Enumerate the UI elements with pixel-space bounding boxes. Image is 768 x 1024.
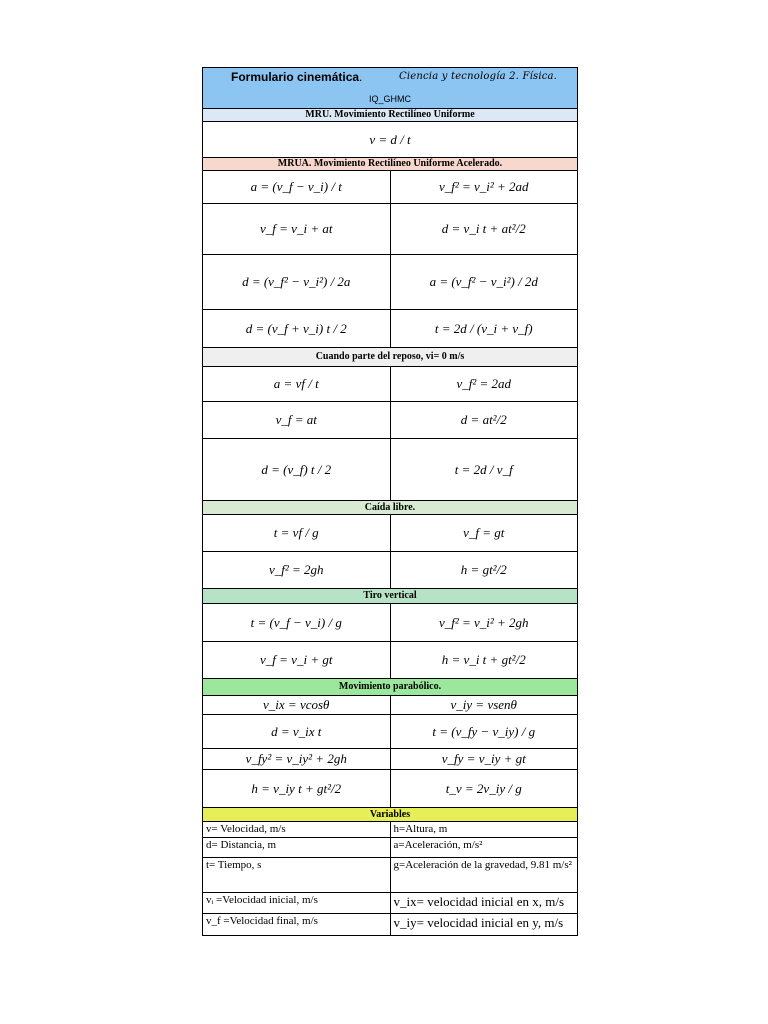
formula-row [203, 749, 577, 770]
formula-row [203, 715, 577, 749]
formula-row [203, 604, 577, 642]
formula-row [203, 122, 577, 158]
formula-row [203, 255, 577, 310]
formula-row [203, 402, 577, 439]
formula-cell: d = (v_f) t / 2 [261, 461, 332, 477]
formula-cell: v_f² = v_i² + 2ad [390, 171, 578, 203]
sheet-body [203, 109, 577, 936]
formula-row [203, 770, 577, 808]
formula-row [203, 552, 577, 589]
formula-cell: v_fy = v_iy + gt [390, 749, 578, 769]
formula-cell: v_fy² = v_iy² + 2gh [245, 751, 347, 766]
section-title: Caída libre. [203, 501, 577, 515]
variable-row [203, 858, 577, 893]
formula-cell: h = v_iy t + gt²/2 [251, 780, 342, 796]
formula-cell: v_f = gt [390, 515, 578, 551]
variable-cell: v_f =Velocidad final, m/s [206, 915, 318, 927]
formula-row [203, 642, 577, 679]
formula-cell: d = (v_f² − v_i²) / 2a [242, 274, 351, 289]
section-title: MRUA. Movimiento Rectilíneo Uniforme Acelerado. [203, 158, 577, 171]
formula-cell: a = (v_f − v_i) / t [250, 179, 342, 194]
formula-cell: v_ix = vcosθ [263, 697, 330, 712]
variable-cell: a=Aceleración, m/s² [390, 838, 578, 857]
sheet-subtitle: Ciencia y tecnología 2. Física. [399, 71, 558, 82]
formula-row [203, 171, 577, 204]
formula-cell: a = (v_f² − v_i²) / 2d [390, 255, 578, 309]
variable-row [203, 838, 577, 858]
variable-cell: vᵢ =Velocidad inicial, m/s [206, 894, 318, 906]
variable-cell: t= Tiempo, s [206, 859, 262, 871]
formula-row [203, 696, 577, 715]
sheet-header [203, 67, 577, 109]
section-title: Movimiento parabólico. [203, 679, 577, 696]
formula-row [203, 439, 577, 501]
formula-cell: h = v_i t + gt²/2 [390, 642, 578, 678]
formula-cell: v_f² = v_i² + 2gh [390, 604, 578, 641]
formula-cell: d = v_ix t [271, 723, 322, 739]
formula-cell: v_f = v_i + gt [260, 652, 333, 667]
formula-cell: a = vf / t [273, 376, 319, 391]
formula-row [203, 310, 577, 348]
formula-cell: v_iy = vsenθ [390, 696, 578, 714]
section-title: Tiro vertical [203, 589, 577, 604]
formula-sheet [202, 67, 578, 936]
formula-cell: d = at²/2 [390, 402, 578, 438]
sheet-title: Formulario cinemática. [231, 70, 363, 84]
formula-row [203, 515, 577, 552]
variable-row [203, 893, 577, 914]
formula-row [203, 367, 577, 402]
variable-row [203, 822, 577, 838]
variable-cell: d= Distancia, m [206, 839, 277, 851]
formula-cell: t = (v_fy − v_iy) / g [390, 715, 578, 748]
formula-cell: d = v_i t + at²/2 [390, 204, 578, 254]
formula-cell: v = d / t [369, 131, 411, 147]
formula-row [203, 204, 577, 255]
formula-cell: v_f = v_i + at [260, 221, 333, 236]
formula-cell: t = vf / g [273, 525, 319, 540]
section-title: MRU. Movimiento Rectilíneo Uniforme [203, 109, 577, 122]
section-title: Cuando parte del reposo, vi= 0 m/s [203, 348, 577, 367]
formula-cell: t_v = 2v_iy / g [390, 770, 578, 807]
formula-cell: v_f² = 2gh [268, 562, 324, 577]
formula-cell: t = (v_f − v_i) / g [250, 614, 342, 630]
variable-cell: v= Velocidad, m/s [206, 823, 286, 835]
formula-cell: v_f = at [275, 412, 317, 427]
variable-cell: v_ix= velocidad inicial en x, m/s [390, 893, 578, 913]
variable-cell: g=Aceleración de la gravedad, 9.81 m/s² [390, 858, 578, 892]
variables-title: Variables [203, 808, 577, 822]
formula-cell: t = 2d / v_f [390, 439, 578, 500]
formula-cell: h = gt²/2 [390, 552, 578, 588]
sheet-code: IQ_GHMC [368, 94, 411, 104]
formula-cell: v_f² = 2ad [390, 367, 578, 401]
variable-cell: v_iy= velocidad inicial en y, m/s [390, 914, 578, 935]
variable-cell: h=Altura, m [390, 822, 578, 837]
variable-row [203, 914, 577, 936]
formula-cell: d = (v_f + v_i) t / 2 [245, 320, 347, 336]
formula-cell: t = 2d / (v_i + v_f) [390, 310, 578, 347]
